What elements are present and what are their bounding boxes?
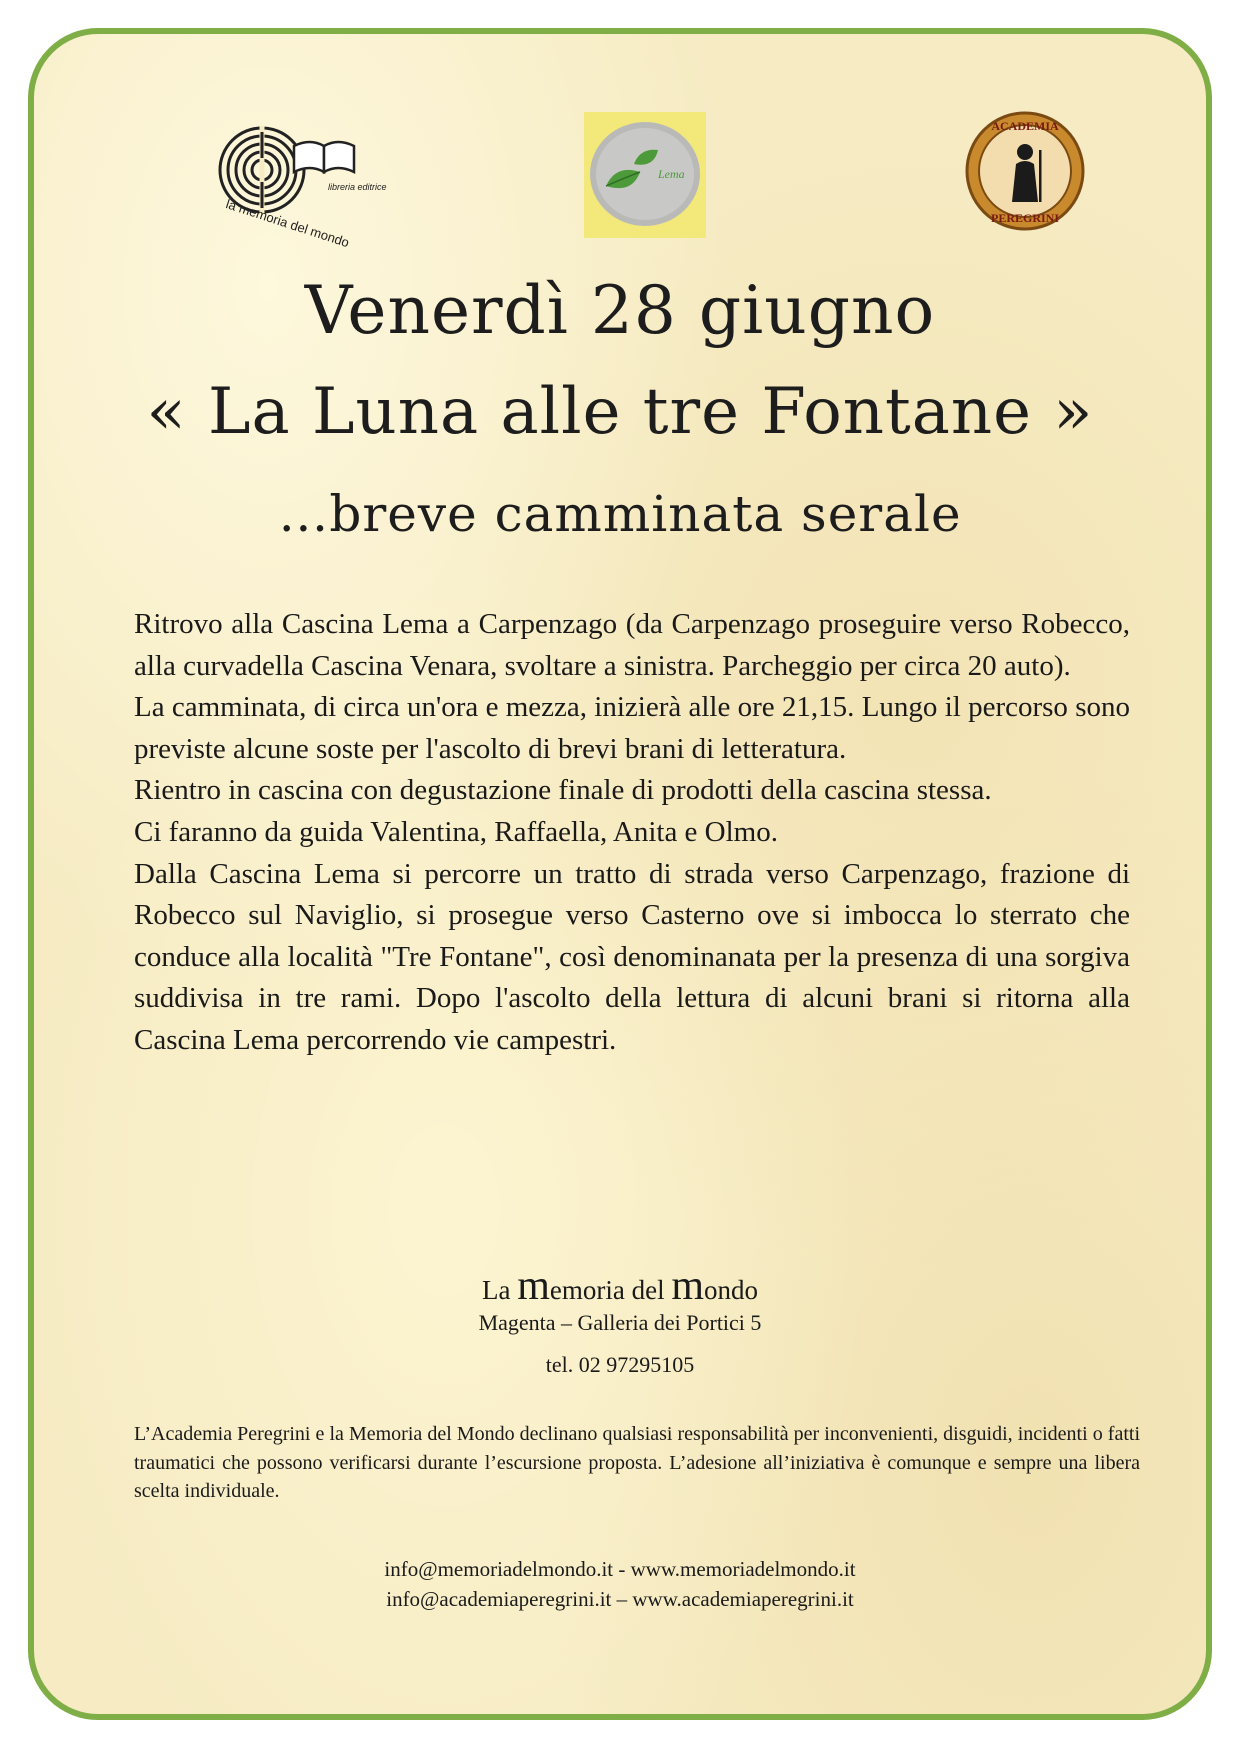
publisher-name [0, 1262, 1240, 1310]
event-date-title: Venerdì 28 giugno [304, 272, 936, 349]
lema-logo [584, 112, 706, 238]
disclaimer [134, 1420, 1140, 1506]
publisher-address: Magenta – Galleria dei Portici 5 [478, 1310, 762, 1335]
memoria-logo-caption: la memoria del mondo [224, 196, 352, 251]
event-description [134, 604, 1130, 1062]
description-paragraph: Ci faranno da guida Valentina, Raffaella, Anita e Olmo. [134, 815, 778, 848]
academia-peregrini-logo [964, 110, 1086, 232]
memoria-del-mondo-logo [210, 118, 387, 251]
description-paragraph: Ritrovo alla Cascina Lema a Carpenzago (da Carpenzago proseguire verso Robecco, alla curvadella Cascina Venara, svoltare a sinistra. Parcheggio per circa 20 auto). [134, 608, 1130, 682]
publisher-phone: tel. 02 97295105 [545, 1352, 695, 1377]
description-paragraph: Rientro in cascina con degustazione finale di prodotti della cascina stessa. [134, 774, 992, 807]
event-name-title: « La Luna alle tre Fontane » [146, 375, 1094, 449]
lema-logo-caption: Lema [658, 167, 685, 181]
contact-line-academia[interactable]: info@academiaperegrini.it – www.academiaperegrini.it [386, 1587, 854, 1611]
description-paragraph: Dalla Cascina Lema si percorre un tratto di strada verso Carpenzago, frazione di Robecco sul Naviglio, si prosegue verso Casterno ove si imbocca lo sterrato che conduce alla località "Tre Fontane", così denominanata per la presenza di una sorgiva suddivisa in tre rami. Dopo l'ascolto della lettura di alcuni brani si ritorna alla Cascina Lema percorrendo vie campestri. [134, 857, 1130, 1056]
contact-line-memoria[interactable]: info@memoriadelmondo.it - www.memoriadelmondo.it [384, 1557, 856, 1581]
publisher-name-ondo: ondo [704, 1275, 759, 1305]
contacts [0, 1554, 1240, 1614]
academia-logo-caption-top: ACADEMIA [991, 119, 1059, 133]
publisher-name-m1: m [517, 1263, 550, 1309]
open-book-icon [294, 142, 354, 172]
publisher-name-m2: m [671, 1263, 705, 1309]
academia-logo-caption-bottom: PEREGRINI [990, 211, 1060, 225]
description-paragraph: La camminata, di circa un'ora e mezza, inizierà alle ore 21,15. Lungo il percorso sono previste alcune soste per l'ascolto di brevi brani di letteratura. [134, 691, 1130, 765]
disclaimer-text: L’Academia Peregrini e la Memoria del Mondo declinano qualsiasi responsabilità per inconvenienti, disguidi, incidenti o fatti traumatici che possono verificarsi durante l’escursione proposta. L’adesione all’iniziativa è comunque e sempre una libera scelta individuale. [134, 1423, 1140, 1502]
publisher-name-emoria: emoria del [549, 1275, 672, 1305]
publisher-name-la: La [481, 1275, 518, 1305]
event-subtitle: …breve camminata serale [278, 485, 962, 543]
memoria-logo-sub: libreria editrice [328, 182, 387, 192]
